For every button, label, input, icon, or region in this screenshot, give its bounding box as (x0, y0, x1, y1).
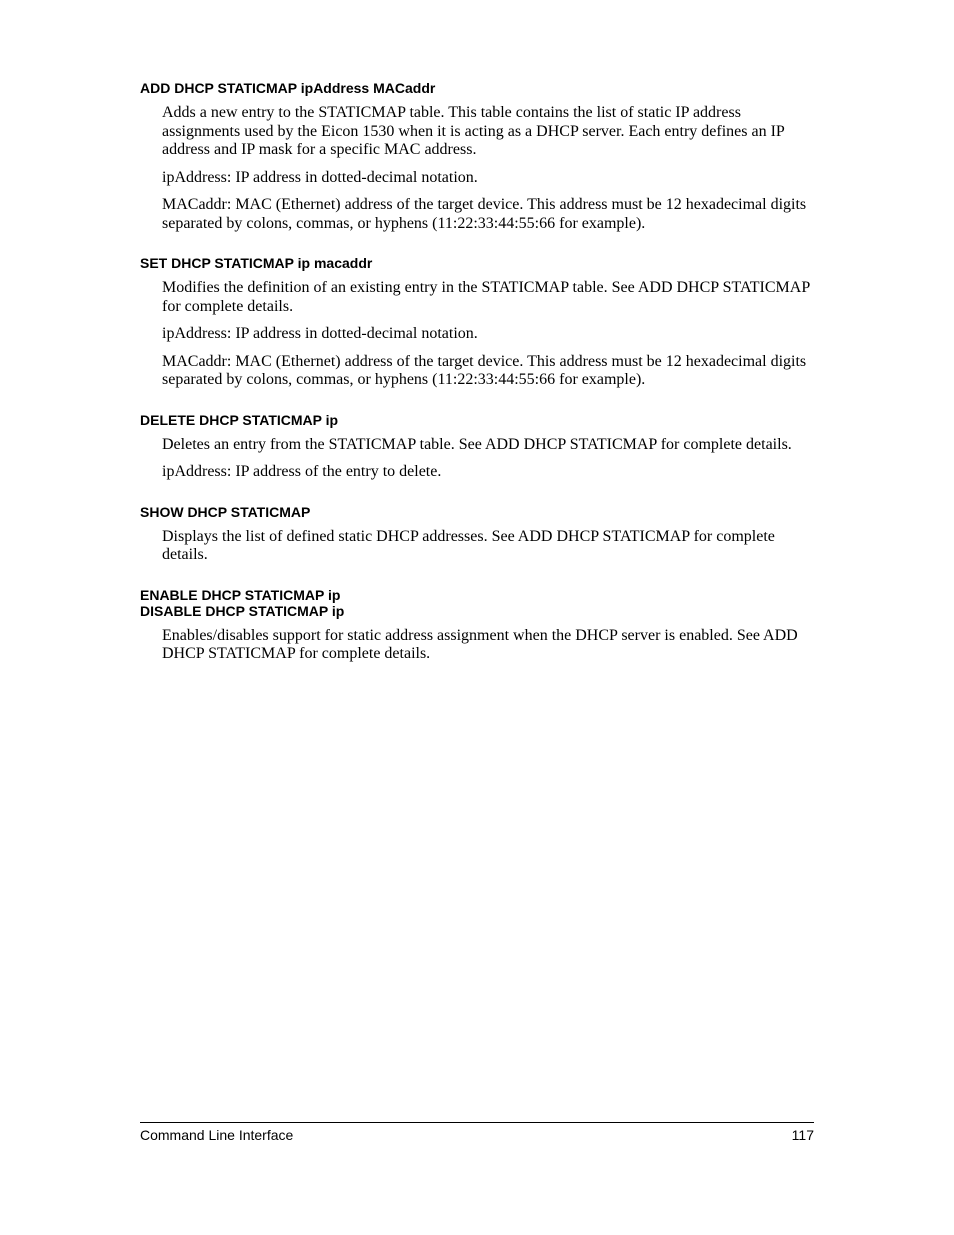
command-heading: ADD DHCP STATICMAP ipAddress MACaddr (140, 80, 436, 96)
command-heading: DELETE DHCP STATICMAP ip (140, 411, 339, 428)
parameter-paragraph: ipAddress: IP address of the entry to delete. (162, 463, 442, 480)
footer-rule (140, 1122, 814, 1123)
command-heading: SHOW DHCP STATICMAP (140, 503, 311, 520)
page-content (140, 80, 815, 686)
command-heading-line: ENABLE DHCP STATICMAP ip (140, 586, 341, 603)
page-footer (140, 1127, 814, 1143)
description-paragraph: Deletes an entry from the STATICMAP table. See ADD DHCP STATICMAP for complete details. (162, 435, 792, 453)
parameter-paragraph: ipAddress: IP address in dotted-decimal notation. (162, 325, 478, 342)
description-paragraph: Displays the list of defined static DHCP addresses. See ADD DHCP STATICMAP for complete details. (162, 527, 775, 563)
description-paragraph: Enables/disables support for static address assignment when the DHCP server is enabled. See ADD DHCP STATICMAP for complete details. (162, 626, 798, 662)
command-heading (140, 587, 815, 619)
footer-title: Command Line Interface (140, 1127, 294, 1143)
section-enable-disable-dhcp-staticmap (140, 587, 815, 664)
parameter-paragraph: ipAddress: IP address in dotted-decimal notation. (162, 168, 478, 186)
parameter-paragraph: MACaddr: MAC (Ethernet) address of the target device. This address must be 12 hexadecimal digits separated by colons, commas, or hyphens (11:22:33:44:55:66 for example). (162, 352, 807, 388)
page-number: 117 (791, 1127, 814, 1143)
parameter-paragraph: MACaddr: MAC (Ethernet) address of the target device. This address must be 12 hexadecimal digits separated by colons, commas, or hyphens (11:22:33:44:55:66 for example). (162, 196, 807, 232)
section-set-dhcp-staticmap (140, 255, 815, 390)
description-paragraph: Modifies the definition of an existing entry in the STATICMAP table. See ADD DHCP STATICMAP for complete details. (162, 279, 810, 315)
section-delete-dhcp-staticmap (140, 412, 815, 482)
section-show-dhcp-staticmap (140, 504, 815, 565)
command-heading-line: DISABLE DHCP STATICMAP ip (140, 602, 345, 619)
section-add-dhcp-staticmap (140, 80, 815, 233)
description-paragraph: Adds a new entry to the STATICMAP table. This table contains the list of static IP address assignments used by the Eicon 1530 when it is acting as a DHCP server. Each entry defines an IP address and IP mask for a specific MAC address. (162, 104, 785, 158)
command-heading: SET DHCP STATICMAP ip macaddr (140, 255, 373, 271)
